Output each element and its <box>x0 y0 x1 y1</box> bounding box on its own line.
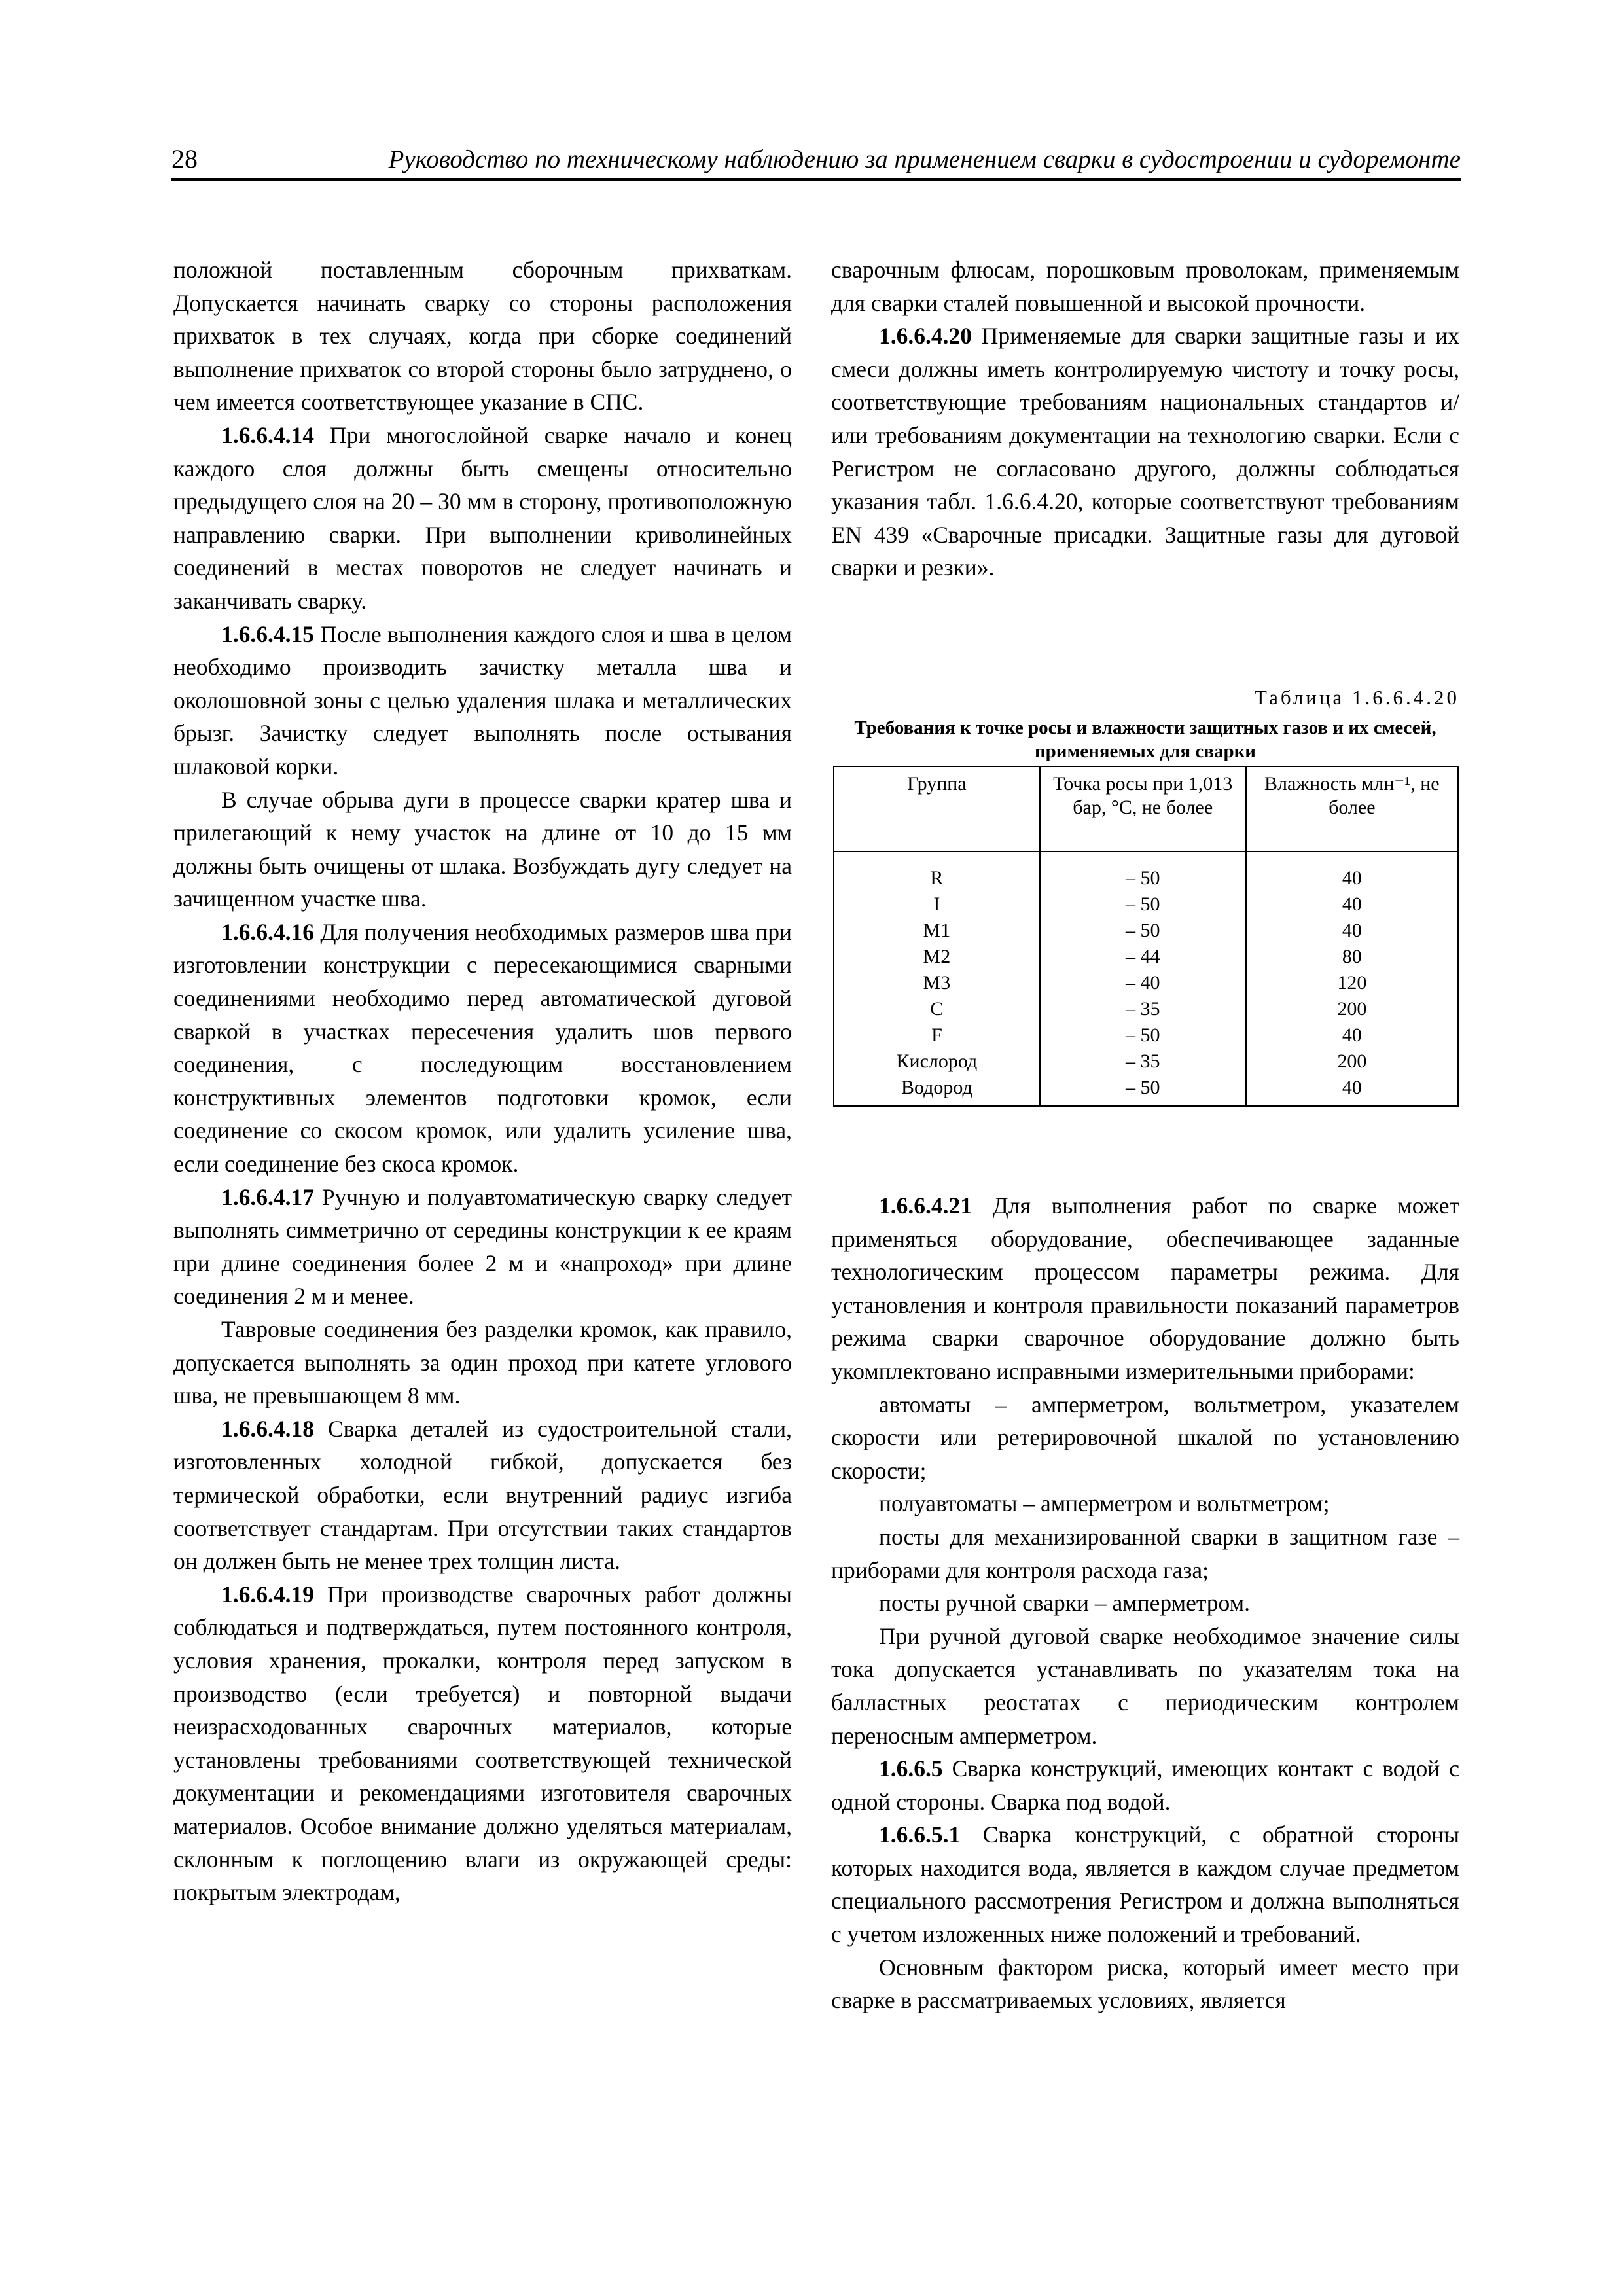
table-cell: 40 <box>1246 891 1458 918</box>
table-cell: 40 <box>1246 1022 1458 1049</box>
paragraph-text: полуавтоматы – амперметром и вольтметром; <box>879 1490 1330 1517</box>
paragraph-text: сварочным флюсам, порошковым проволокам, применяемым для сварки сталей повышенной и высокой прочности. <box>831 257 1459 316</box>
left-text-column <box>173 253 792 1909</box>
table-cell: – 50 <box>1040 1022 1246 1049</box>
table-cell: M1 <box>834 918 1040 944</box>
table-row <box>834 1022 1458 1049</box>
paragraph-text: Сварка конструкций, имеющих контакт с водой с одной стороны. Сварка под водой. <box>831 1755 1459 1815</box>
right-text-column-top <box>831 253 1459 584</box>
table-cell: F <box>834 1022 1040 1049</box>
table-row <box>834 970 1458 996</box>
paragraph-text: Применяемые для сварки защитные газы и их смеси должны иметь контролируемую чистоту и точку росы, соответствующие требованиям национальных стандартов и/или требованиям документации на технологию сварки. Если с Регистром не согласовано другого, должны соблюдаться указания табл. 1.6.6.4.20, которые соответствуют требованиям EN 439 «Сварочные присадки. Защитные газы для дуговой сварки и резки». <box>831 323 1459 581</box>
paragraph <box>831 253 1459 319</box>
paragraph <box>831 1189 1459 1388</box>
paragraph <box>173 253 792 419</box>
paragraph-text: Для получения необходимых размеров шва при изготовлении конструкции с пересекающимися сварными соединениями необходимо перед автоматической дуговой сваркой в участках пересечения удалить шов первого соединения, с последующим восстановлением конструктивных элементов подготовки кромок, если соединение со скосом кромок, или удалить усиление шва, если соединение без скоса кромок. <box>173 918 792 1177</box>
paragraph <box>831 1752 1459 1818</box>
table-cell: 40 <box>1246 1075 1458 1106</box>
table-cell: 120 <box>1246 970 1458 996</box>
table-cell: C <box>834 996 1040 1022</box>
right-text-column-bottom <box>831 1189 1459 2017</box>
table-cell: 80 <box>1246 944 1458 970</box>
paragraph-text: После выполнения каждого слоя и шва в целом необходимо производить зачистку металла шва и околошовной зоны с целью удаления шлака и металлических брызг. Зачистку следует выполнять после остывания шлаковой корки. <box>173 620 792 780</box>
table-cell: Кислород <box>834 1049 1040 1075</box>
page-header <box>171 143 1461 181</box>
table-cell: – 40 <box>1040 970 1246 996</box>
section-number: 1.6.6.4.16 <box>221 918 314 945</box>
section-number: 1.6.6.4.21 <box>879 1193 972 1219</box>
table-row <box>834 944 1458 970</box>
paragraph-text: посты ручной сварки – амперметром. <box>879 1590 1250 1617</box>
section-number: 1.6.6.5.1 <box>879 1821 961 1848</box>
paragraph-text: Тавровые соединения без разделки кромок, как правило, допускается выполнять за один проход при катете углового шва, не превышающем 8 мм. <box>173 1316 792 1409</box>
table-cell: R <box>834 852 1040 891</box>
table-cell: Водород <box>834 1075 1040 1106</box>
dew-point-table <box>833 766 1459 1107</box>
section-number: 1.6.6.4.18 <box>221 1415 314 1442</box>
paragraph <box>831 1818 1459 1950</box>
table-header-row <box>834 766 1458 852</box>
paragraph <box>173 419 792 618</box>
table-row <box>834 1075 1458 1106</box>
paragraph-text: При многослойной сварке начало и конец каждого слоя должны быть смещены относительно предыдущего слоя на 20 – 30 мм в сторону, противоположную направлению сварки. При выполнении криволинейных соединений в местах поворотов не следует начинать и заканчивать сварку. <box>173 422 792 614</box>
table-body <box>834 852 1458 1106</box>
table-cell: 40 <box>1246 918 1458 944</box>
paragraph <box>173 1578 792 1909</box>
table-cell: 40 <box>1246 852 1458 891</box>
paragraph <box>173 1412 792 1578</box>
table-title: Требования к точке росы и влажности защитных газов и их смесей, применяемых для сварки <box>854 717 1436 762</box>
table-cell: 200 <box>1246 1049 1458 1075</box>
table-row <box>834 891 1458 918</box>
table-row <box>834 918 1458 944</box>
table-cell: M2 <box>834 944 1040 970</box>
running-title: Руководство по техническому наблюдению за применением сварки в судостроении и судоремонте <box>388 145 1461 173</box>
paragraph-text: посты для механизированной сварки в защитном газе – приборами для контроля расхода газа; <box>831 1523 1459 1583</box>
paragraph <box>173 618 792 783</box>
paragraph-text: Ручную и полуавтоматическую сварку следует выполнять симметрично от середины конструкции к ее краям при длине соединения более 2 м и «напроход» при длине соединения 2 м и менее. <box>173 1183 792 1310</box>
paragraph-text: автоматы – амперметром, вольтметром, указателем скорости или ретерировочной шкалой по установлению скорости; <box>831 1391 1459 1484</box>
section-number: 1.6.6.4.19 <box>221 1581 314 1607</box>
paragraph <box>173 783 792 916</box>
section-number: 1.6.6.5 <box>879 1755 943 1782</box>
paragraph <box>173 916 792 1181</box>
section-number: 1.6.6.4.17 <box>221 1183 314 1210</box>
table-cell: – 50 <box>1040 1075 1246 1106</box>
section-number: 1.6.6.4.15 <box>221 620 314 647</box>
paragraph <box>831 1587 1459 1620</box>
paragraph-text: При ручной дуговой сварке необходимое значение силы тока допускается устанавливать по указателям тока на балластных реостатах с периодическим контролем переносным амперметром. <box>831 1623 1459 1749</box>
section-number: 1.6.6.4.20 <box>879 323 972 350</box>
paragraph-text: Для выполнения работ по сварке может применяться оборудование, обеспечивающее заданные технологическим процессом параметры режима. Для установления и контроля правильности показаний параметров режима сварки сварочное оборудование должно быть укомплектовано исправными измерительными приборами: <box>831 1193 1459 1384</box>
section-number: 1.6.6.4.14 <box>221 422 314 448</box>
paragraph-text: При производстве сварочных работ должны соблюдаться и подтверждаться, путем постоянного контроля, условия хранения, прокалки, контроля перед запуском в производство (если требуется) и повторной выдачи неизрасходованных сварочных материалов, которые установлены требованиями соответствующей технической документации и рекомендациями изготовителя сварочных материалов. Особое внимание должно уделяться материалам, склонным к поглощению влаги из окружающей среды: покрытым электродам, <box>173 1581 792 1906</box>
paragraph-text: Сварка деталей из судостроительной стали, изготовленных холодной гибкой, допускается без термической обработки, если внутренний радиус изгиба соответствует стандартам. При отсутствии таких стандартов он должен быть не менее трех толщин листа. <box>173 1415 792 1575</box>
paragraph-text: Сварка конструкций, с обратной стороны которых находится вода, является в каждом случае предметом специального рассмотрения Регистром и должна выполняться с учетом изложенных ниже положений и требований. <box>831 1821 1459 1948</box>
table-cell: 200 <box>1246 996 1458 1022</box>
paragraph <box>831 1388 1459 1488</box>
paragraph <box>173 1181 792 1313</box>
paragraph <box>831 1487 1459 1520</box>
table-cell: – 35 <box>1040 996 1246 1022</box>
table-cell: – 50 <box>1040 918 1246 944</box>
table-cell: – 50 <box>1040 891 1246 918</box>
paragraph <box>831 1620 1459 1752</box>
table-row <box>834 852 1458 891</box>
table-caption <box>831 686 1459 763</box>
table-cell: – 50 <box>1040 852 1246 891</box>
paragraph-text: В случае обрыва дуги в процессе сварки кратер шва и прилегающий к нему участок на длине от 10 до 15 мм должны быть очищены от шлака. Возбуждать дугу следует на зачищенном участке шва. <box>173 786 792 912</box>
table-cell: – 35 <box>1040 1049 1246 1075</box>
header-group: Группа <box>834 766 1040 852</box>
table-row <box>834 996 1458 1022</box>
paragraph-text: Основным фактором риска, который имеет место при сварке в рассматриваемых условиях, является <box>831 1954 1459 2014</box>
table-row <box>834 1049 1458 1075</box>
table-cell: M3 <box>834 970 1040 996</box>
paragraph <box>831 319 1459 584</box>
header-dew-point: Точка росы при 1,013 бар, °C, не более <box>1040 766 1246 852</box>
paragraph-text: положной поставленным сборочным прихваткам. Допускается начинать сварку со стороны расположения прихваток в тех случаях, когда при сборке соединений выполнение прихваток со второй стороны было затруднено, о чем имеется соответствующее указание в СПС. <box>173 257 792 416</box>
table-cell: I <box>834 891 1040 918</box>
paragraph <box>173 1313 792 1412</box>
page-number: 28 <box>171 144 198 173</box>
table-cell: – 44 <box>1040 944 1246 970</box>
table-label: Таблица 1.6.6.4.20 <box>1254 686 1459 709</box>
paragraph <box>831 1520 1459 1587</box>
header-humidity: Влажность млн⁻¹, не более <box>1246 766 1458 852</box>
paragraph <box>831 1951 1459 2017</box>
